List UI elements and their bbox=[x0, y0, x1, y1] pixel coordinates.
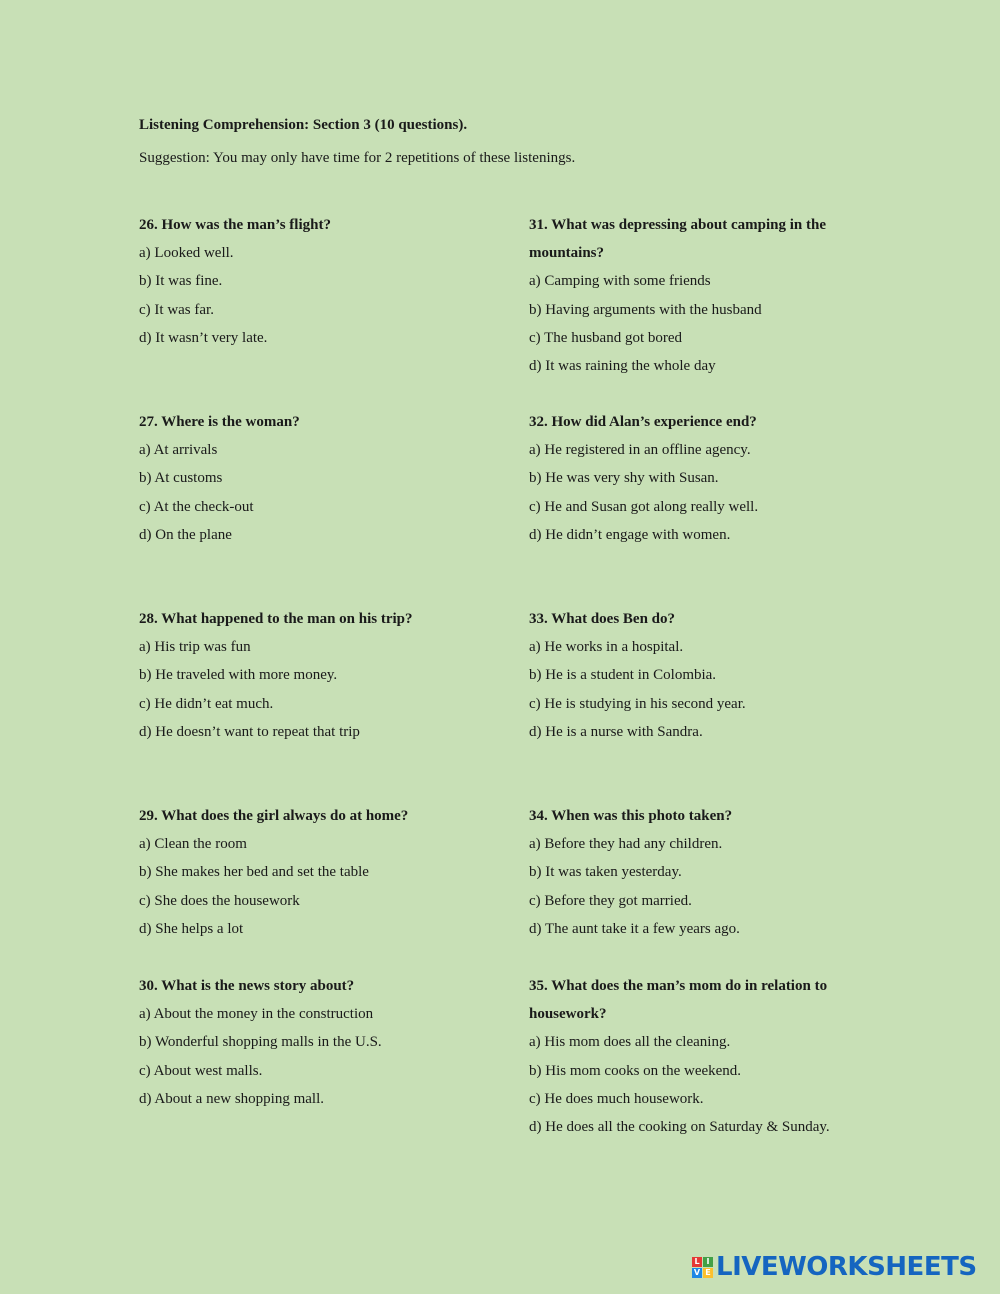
option-a: a) About the money in the construction bbox=[139, 1006, 374, 1023]
logo-letter: V bbox=[693, 1268, 701, 1277]
question-34 bbox=[529, 802, 874, 943]
option-c: c) Before they got married. bbox=[529, 892, 692, 909]
option-d: d) It wasn’t very late. bbox=[139, 329, 268, 346]
option-c: c) He didn’t eat much. bbox=[139, 695, 274, 712]
option-c: c) He is studying in his second year. bbox=[529, 695, 746, 712]
question-27 bbox=[139, 408, 484, 549]
question-text: 27. Where is the woman? bbox=[139, 414, 300, 430]
logo-mark-icon bbox=[692, 1257, 713, 1278]
option-d: d) He doesn’t want to repeat that trip bbox=[139, 723, 360, 740]
question-29 bbox=[139, 802, 484, 943]
option-b: b) Having arguments with the husband bbox=[529, 301, 762, 318]
question-32 bbox=[529, 408, 874, 549]
liveworksheets-logo bbox=[692, 1252, 977, 1282]
option-b: b) He was very shy with Susan. bbox=[529, 470, 719, 487]
option-c: c) About west malls. bbox=[139, 1062, 263, 1079]
option-a: a) His mom does all the cleaning. bbox=[529, 1034, 731, 1051]
logo-letter: L bbox=[692, 1257, 702, 1267]
page-title: Listening Comprehension: Section 3 (10 questions). bbox=[139, 117, 468, 133]
option-b: b) It was taken yesterday. bbox=[529, 864, 682, 881]
question-30 bbox=[139, 972, 484, 1113]
option-a: a) Camping with some friends bbox=[529, 273, 711, 290]
question-text: 31. What was depressing about camping in the mountains? bbox=[529, 217, 826, 262]
question-35 bbox=[529, 972, 874, 1141]
option-b: b) He traveled with more money. bbox=[139, 667, 338, 684]
option-a: a) Before they had any children. bbox=[529, 836, 723, 853]
option-a: a) He registered in an offline agency. bbox=[529, 442, 751, 459]
question-text: 28. What happened to the man on his trip? bbox=[139, 611, 413, 627]
option-b: b) She makes her bed and set the table bbox=[139, 864, 369, 881]
question-text: 34. When was this photo taken? bbox=[529, 808, 733, 824]
option-d: d) The aunt take it a few years ago. bbox=[529, 920, 740, 937]
question-text: 30. What is the news story about? bbox=[139, 978, 355, 994]
option-a: a) At arrivals bbox=[139, 442, 218, 459]
question-26 bbox=[139, 211, 484, 352]
option-a: a) His trip was fun bbox=[139, 639, 251, 656]
option-d: d) He is a nurse with Sandra. bbox=[529, 723, 703, 740]
option-b: b) He is a student in Colombia. bbox=[529, 667, 717, 684]
question-text: 29. What does the girl always do at home? bbox=[139, 808, 409, 824]
question-28 bbox=[139, 605, 484, 746]
option-d: d) He didn’t engage with women. bbox=[529, 526, 731, 543]
question-33 bbox=[529, 605, 874, 746]
option-d: d) About a new shopping mall. bbox=[139, 1090, 324, 1107]
option-a: a) He works in a hospital. bbox=[529, 639, 684, 656]
logo-letter: I bbox=[703, 1257, 713, 1267]
option-d: d) It was raining the whole day bbox=[529, 358, 716, 375]
option-b: b) At customs bbox=[139, 470, 223, 487]
option-c: c) At the check-out bbox=[139, 498, 254, 515]
option-d: d) He does all the cooking on Saturday & Sunday. bbox=[529, 1119, 830, 1136]
option-d: d) On the plane bbox=[139, 526, 232, 543]
question-text: 35. What does the man’s mom do in relation to housework? bbox=[529, 978, 828, 1023]
question-text: 32. How did Alan’s experience end? bbox=[529, 414, 757, 430]
option-b: b) His mom cooks on the weekend. bbox=[529, 1062, 742, 1079]
option-a: a) Looked well. bbox=[139, 245, 234, 262]
option-b: b) It was fine. bbox=[139, 273, 223, 290]
suggestion-text: Suggestion: You may only have time for 2 repetitions of these listenings. bbox=[139, 150, 576, 166]
option-c: c) She does the housework bbox=[139, 892, 300, 909]
logo-text: LIVEWORKSHEETS bbox=[716, 1252, 977, 1282]
logo-letter: E bbox=[703, 1268, 713, 1278]
option-c: c) He does much housework. bbox=[529, 1090, 704, 1107]
option-c: c) It was far. bbox=[139, 301, 214, 318]
question-31 bbox=[529, 211, 874, 380]
option-c: c) The husband got bored bbox=[529, 329, 683, 346]
option-c: c) He and Susan got along really well. bbox=[529, 498, 759, 515]
question-text: 26. How was the man’s flight? bbox=[139, 217, 331, 233]
question-text: 33. What does Ben do? bbox=[529, 611, 676, 627]
option-a: a) Clean the room bbox=[139, 836, 247, 853]
option-b: b) Wonderful shopping malls in the U.S. bbox=[139, 1034, 382, 1051]
option-d: d) She helps a lot bbox=[139, 920, 244, 937]
